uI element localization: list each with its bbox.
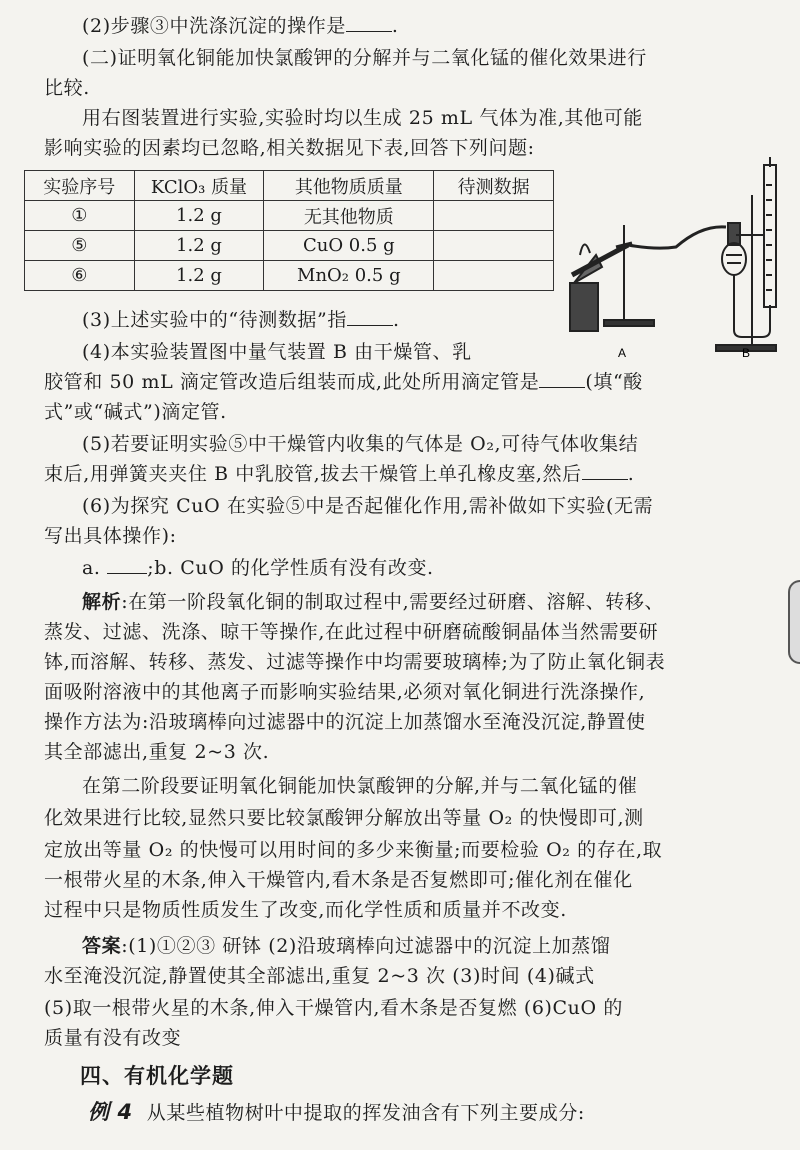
answer-blank xyxy=(539,369,585,388)
analysis-line-2: 蒸发、过滤、洗涤、晾干等操作,在此过程中研磨硫酸铜晶体当然需要研 xyxy=(44,621,659,643)
table-header-row xyxy=(25,171,554,201)
table-cell: CuO 0.5 g xyxy=(264,231,434,261)
table-row xyxy=(25,261,554,291)
example-mark: 例 4 xyxy=(88,1100,133,1124)
table-cell: 1.2 g xyxy=(134,231,264,261)
text: 胶管和 50 mL 滴定管改造后组装而成,此处所用滴定管是 xyxy=(44,371,540,393)
page-side-tab xyxy=(788,580,800,664)
table-cell xyxy=(434,261,554,291)
table-cell: ⑥ xyxy=(25,261,135,291)
question-6-line-1: (6)为探究 CuO 在实验⑤中是否起催化作用,需补做如下实验(无需 xyxy=(82,495,654,517)
table-cell xyxy=(434,231,554,261)
header-cell: KClO₃ 质量 xyxy=(134,171,264,201)
question-3-line xyxy=(82,306,800,334)
answer-line-3: (5)取一根带火星的木条,伸入干燥管内,看木条是否复燃 (6)CuO 的 xyxy=(44,997,623,1019)
header-cell: 待测数据 xyxy=(434,171,554,201)
table-cell xyxy=(434,201,554,231)
question-5-line-1: (5)若要证明实验⑤中干燥管内收集的气体是 O₂,可待气体收集结 xyxy=(82,433,639,455)
answer-line-1 xyxy=(82,932,800,960)
text: 束后,用弹簧夹夹住 B 中乳胶管,拔去干燥管上单孔橡皮塞,然后 xyxy=(44,463,582,485)
table-cell: 无其他物质 xyxy=(264,201,434,231)
answer-blank xyxy=(582,461,628,480)
analysis-line-4: 面吸附溶液中的其他离子而影响实验结果,必须对氧化铜进行洗涤操作, xyxy=(44,681,646,703)
question-4-line-1: (4)本实验装置图中量气装置 B 由干燥管、乳 xyxy=(82,341,472,363)
answer-line-4: 质量有没有改变 xyxy=(44,1027,182,1049)
question-6-line-3 xyxy=(82,554,800,582)
table-row xyxy=(25,231,554,261)
answer-line-2: 水至淹没沉淀,静置使其全部滤出,重复 2~3 次 (3)时间 (4)碱式 xyxy=(44,965,595,987)
text: (填“酸 xyxy=(585,371,643,393)
table-cell: 1.2 g xyxy=(134,201,264,231)
figure-label-a: A xyxy=(618,346,627,360)
analysis-line-5: 操作方法为:沿玻璃棒向过滤器中的沉淀上加蒸馏水至淹没沉淀,静置使 xyxy=(44,711,646,733)
question-2-line xyxy=(82,12,800,40)
table-row xyxy=(25,201,554,231)
answer-blank xyxy=(346,13,392,32)
text: ;b. CuO 的化学性质有没有改变. xyxy=(147,557,434,579)
header-cell: 其他物质质量 xyxy=(264,171,434,201)
analysis-line-3: 钵,而溶解、转移、蒸发、过滤等操作中均需要玻璃棒;为了防止氧化铜表 xyxy=(44,651,666,673)
question-4-line-2 xyxy=(44,368,764,396)
analysis-p2-line-1: 在第二阶段要证明氧化铜能加快氯酸钾的分解,并与二氧化锰的催 xyxy=(82,775,638,797)
analysis-p2-line-2: 化效果进行比较,显然只要比较氯酸钾分解放出等量 O₂ 的快慢即可,测 xyxy=(44,807,644,829)
example-line xyxy=(88,1098,800,1127)
part-two-heading: (二)证明氧化铜能加快氯酸钾的分解并与二氧化锰的催化效果进行 xyxy=(82,47,647,69)
text: . xyxy=(392,309,400,331)
answer-blank xyxy=(347,307,393,326)
text: 从某些植物树叶中提取的挥发油含有下列主要成分: xyxy=(146,1102,585,1124)
header-cell: 实验序号 xyxy=(25,171,135,201)
text: (3)上述实验中的“待测数据”指 xyxy=(82,309,347,331)
text: a. xyxy=(82,557,101,579)
table-cell: ⑤ xyxy=(25,231,135,261)
intro-line-1: 用右图装置进行实验,实验时均以生成 25 mL 气体为准,其他可能 xyxy=(82,107,643,129)
table-cell: 1.2 g xyxy=(134,261,264,291)
text: :在第一阶段氧化铜的制取过程中,需要经过研磨、溶解、转移、 xyxy=(121,591,665,613)
text: :(1)①②③ 研钵 (2)沿玻璃棒向过滤器中的沉淀上加蒸馏 xyxy=(121,935,611,957)
text: . xyxy=(391,15,399,37)
intro-line-2: 影响实验的因素均已忽略,相关数据见下表,回答下列问题: xyxy=(44,137,535,159)
analysis-line-1 xyxy=(82,588,800,616)
table-cell: ① xyxy=(25,201,135,231)
question-6-line-2: 写出具体操作): xyxy=(44,525,177,547)
analysis-label: 解析 xyxy=(82,591,122,613)
part-two-heading-cont: 比较. xyxy=(44,77,90,99)
analysis-p2-line-3: 定放出等量 O₂ 的快慢可以用时间的多少来衡量;而要检验 O₂ 的存在,取 xyxy=(44,839,663,861)
data-table xyxy=(24,170,554,291)
answer-label: 答案 xyxy=(82,935,122,957)
figure-label-b: B xyxy=(742,346,751,360)
text: (2)步骤③中洗涤沉淀的操作是 xyxy=(82,15,346,37)
answer-blank xyxy=(107,555,147,574)
analysis-p2-line-4: 一根带火星的木条,伸入干燥管内,看木条是否复燃即可;催化剂在催化 xyxy=(44,869,633,891)
text: . xyxy=(627,463,635,485)
question-5-line-2 xyxy=(44,460,764,488)
analysis-p2-line-5: 过程中只是物质性质发生了改变,而化学性质和质量并不改变. xyxy=(44,899,567,921)
section-title: 四、有机化学题 xyxy=(80,1064,234,1088)
question-4-line-3: 式”或“碱式”)滴定管. xyxy=(44,401,227,423)
analysis-line-6: 其全部滤出,重复 2~3 次. xyxy=(44,741,270,763)
table-cell: MnO₂ 0.5 g xyxy=(264,261,434,291)
